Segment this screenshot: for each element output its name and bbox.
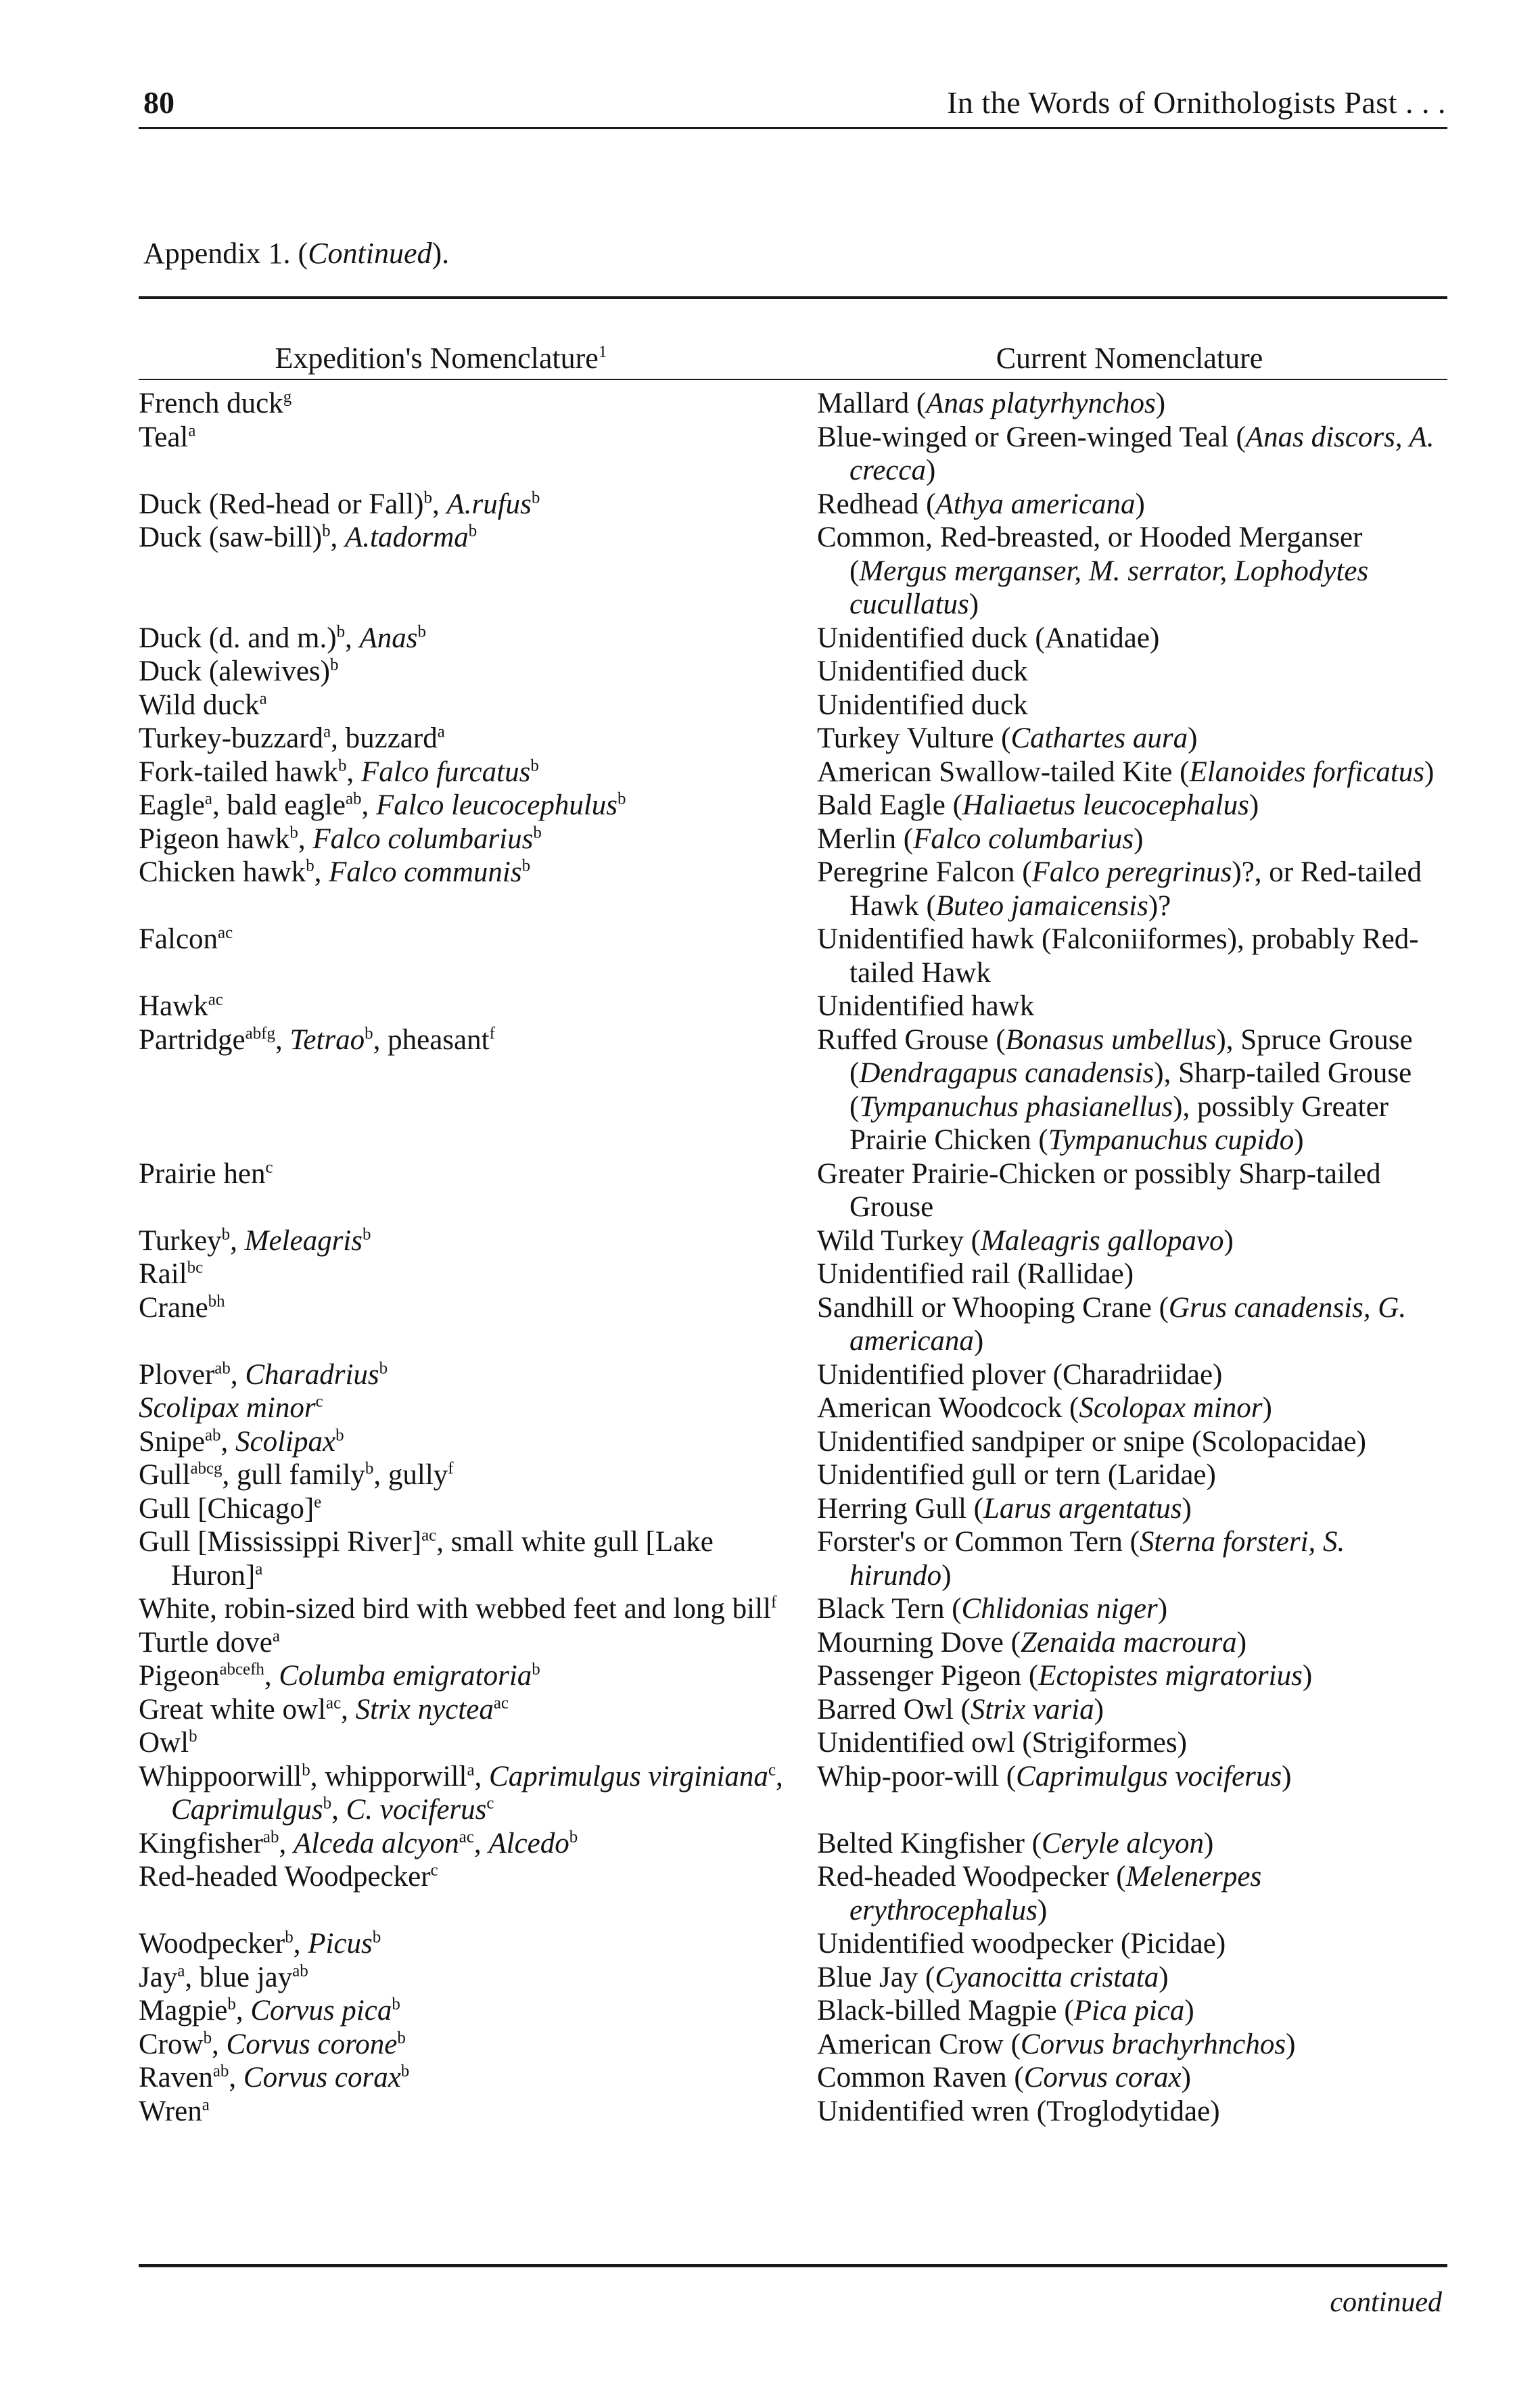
current-name-cell: Unidentified rail (Rallidae) <box>817 1258 1134 1290</box>
table-row <box>139 789 1447 823</box>
expedition-name-cell: Hawk$^{ac}$ <box>139 990 223 1022</box>
current-name-cell: Unidentified gull or tern (Laridae) <box>817 1459 1216 1491</box>
table-row <box>139 923 1447 990</box>
current-name-cell: Redhead (Athya americana) <box>817 488 1145 520</box>
expedition-name-cell: Wild duck$^a$ <box>139 689 267 721</box>
expedition-name-cell: Partridge$^{abfg}$, Tetrao$^b$, pheasant$^f$ <box>139 1023 495 1056</box>
table-row <box>139 1291 1447 1358</box>
current-name-cell: Peregrine Falcon (Falco peregrinus)?, or Red-tailed Hawk (Buteo jamaicensis)? <box>817 856 1422 922</box>
expedition-name-cell: Kingfisher$^{ab}$, Alceda alcyon$^{ac}$, Alcedo$^b$ <box>139 1827 578 1859</box>
table-row <box>139 1023 1447 1157</box>
table-row <box>139 1458 1447 1492</box>
expedition-name-cell: White, robin-sized bird with webbed feet and long bill$^f$ <box>139 1593 777 1625</box>
table-row <box>139 1257 1447 1291</box>
running-title: In the Words of Ornithologists Past . . . <box>947 85 1446 120</box>
table-row <box>139 1961 1447 1995</box>
expedition-name-cell: Duck (d. and m.)$^b$, Anas$^b$ <box>139 622 426 654</box>
current-name-cell: Unidentified woodpecker (Picidae) <box>817 1928 1226 1960</box>
expedition-name-cell: Jay$^a$, blue jay$^{ab}$ <box>139 1961 308 1993</box>
table-row <box>139 1157 1447 1224</box>
expedition-name-cell: Fork-tailed hawk$^b$, Falco furcatus$^b$ <box>139 756 539 788</box>
expedition-name-cell: Red-headed Woodpecker$^c$ <box>139 1861 438 1893</box>
expedition-name-cell: Rail$^{bc}$ <box>139 1258 204 1290</box>
nomenclature-table-body <box>139 387 1447 2128</box>
expedition-name-cell: Prairie hen$^c$ <box>139 1157 273 1190</box>
current-name-cell: Herring Gull (Larus argentatus) <box>817 1492 1192 1525</box>
current-name-cell: Passenger Pigeon (Ectopistes migratorius) <box>817 1660 1313 1692</box>
expedition-name-cell: Gull [Mississippi River]$^{ac}$, small white gull [Lake Huron]$^a$ <box>139 1526 714 1592</box>
current-name-cell: Unidentified plover (Charadriidae) <box>817 1358 1223 1391</box>
table-row <box>139 756 1447 789</box>
table-row <box>139 1827 1447 1861</box>
table-row <box>139 1492 1447 1526</box>
current-name-cell: American Crow (Corvus brachyrhnchos) <box>817 2028 1296 2060</box>
expedition-name-cell: Great white owl$^{ac}$, Strix nyctea$^{ac}$ <box>139 1693 509 1726</box>
table-row <box>139 856 1447 923</box>
table-row <box>139 1726 1447 1760</box>
table-row <box>139 1860 1447 1927</box>
page-number: 80 <box>143 85 174 120</box>
current-name-cell: Unidentified sandpiper or snipe (Scolopacidae) <box>817 1425 1366 1458</box>
current-name-cell: Greater Prairie-Chicken or possibly Sharp-tailed Grouse <box>817 1157 1381 1223</box>
expedition-name-cell: Owl$^b$ <box>139 1727 197 1759</box>
current-name-cell: Turkey Vulture (Cathartes aura) <box>817 722 1198 754</box>
table-top-rule <box>139 296 1447 299</box>
table-row <box>139 823 1447 856</box>
table-row <box>139 387 1447 421</box>
header-rule <box>139 127 1447 129</box>
current-name-cell: Belted Kingfisher (Ceryle alcyon) <box>817 1827 1214 1859</box>
current-name-cell: Sandhill or Whooping Crane (Grus canadensis, G. americana) <box>817 1291 1407 1357</box>
table-row <box>139 1391 1447 1425</box>
expedition-name-cell: Snipe$^{ab}$, Scolipax$^b$ <box>139 1425 344 1458</box>
current-name-cell: Unidentified duck (Anatidae) <box>817 622 1160 654</box>
table-row <box>139 655 1447 689</box>
expedition-name-cell: Pigeon hawk$^b$, Falco columbarius$^b$ <box>139 823 542 855</box>
table-row <box>139 1224 1447 1258</box>
expedition-name-cell: Duck (Red-head or Fall)$^b$, A.rufus$^b$ <box>139 488 540 520</box>
expedition-name-cell: Magpie$^b$, Corvus pica$^b$ <box>139 1995 400 2027</box>
current-name-cell: Unidentified wren (Troglodytidae) <box>817 2095 1220 2127</box>
table-row <box>139 1659 1447 1693</box>
current-name-cell: Merlin (Falco columbarius) <box>817 823 1144 855</box>
table-row <box>139 1626 1447 1660</box>
expedition-name-cell: Turkey$^b$, Meleagris$^b$ <box>139 1224 371 1257</box>
table-row <box>139 2028 1447 2062</box>
expedition-name-cell: Teal$^a$ <box>139 421 196 453</box>
expedition-name-cell: Wren$^a$ <box>139 2095 210 2127</box>
current-name-cell: Mallard (Anas platyrhynchos) <box>817 388 1166 419</box>
table-row <box>139 2061 1447 2095</box>
current-name-cell: American Swallow-tailed Kite (Elanoides forficatus) <box>817 756 1435 788</box>
expedition-name-cell: Plover$^{ab}$, Charadrius$^b$ <box>139 1358 388 1391</box>
table-row <box>139 1425 1447 1459</box>
expedition-name-cell: Chicken hawk$^b$, Falco communis$^b$ <box>139 856 531 888</box>
current-name-cell: Unidentified hawk (Falconiiformes), probably Red-tailed Hawk <box>817 923 1419 989</box>
expedition-name-cell: Whippoorwill$^b$, whipporwill$^a$, Caprimulgus virginiana$^c$, Caprimulgus$^b$, C. vociferus$^c$ <box>139 1760 783 1826</box>
expedition-name-cell: Crane$^{bh}$ <box>139 1291 225 1324</box>
current-name-cell: Unidentified duck <box>817 655 1028 687</box>
expedition-name-cell: Falcon$^{ac}$ <box>139 923 233 955</box>
current-name-cell: Black Tern (Chlidonias niger) <box>817 1593 1168 1625</box>
current-name-cell: Bald Eagle (Haliaetus leucocephalus) <box>817 789 1259 821</box>
expedition-name-cell: Eagle$^a$, bald eagle$^{ab}$, Falco leucocephulus$^b$ <box>139 789 626 821</box>
table-row <box>139 1592 1447 1626</box>
current-name-cell: Common, Red-breasted, or Hooded Merganser (Mergus merganser, M. serrator, Lophodytes cucullatus) <box>817 522 1369 620</box>
table-row <box>139 622 1447 655</box>
table-row <box>139 521 1447 622</box>
expedition-name-cell: Gull$^{abcg}$, gull family$^b$, gully$^f$ <box>139 1459 454 1491</box>
table-row <box>139 1525 1447 1592</box>
current-name-cell: Blue Jay (Cyanocitta cristata) <box>817 1961 1169 1993</box>
table-row <box>139 722 1447 756</box>
expedition-name-cell: French duck$^g$ <box>139 388 292 419</box>
current-name-cell: Barred Owl (Strix varia) <box>817 1693 1104 1726</box>
expedition-name-cell: Turtle dove$^a$ <box>139 1626 280 1659</box>
current-name-cell: Whip-poor-will (Caprimulgus vociferus) <box>817 1760 1292 1792</box>
current-name-cell: Forster's or Common Tern (Sterna forsteri, S. hirundo) <box>817 1526 1345 1592</box>
current-name-cell: Unidentified hawk <box>817 990 1035 1022</box>
column-header-current: Current Nomenclature <box>996 342 1263 375</box>
expedition-name-cell: Turkey-buzzard$^a$, buzzard$^a$ <box>139 722 445 754</box>
current-name-cell: Mourning Dove (Zenaida macroura) <box>817 1626 1247 1659</box>
header-divider-rule <box>139 379 1447 380</box>
current-name-cell: Unidentified duck <box>817 689 1028 721</box>
table-row <box>139 689 1447 722</box>
expedition-name-cell: Duck (alewives)$^b$ <box>139 655 339 687</box>
expedition-name-cell: Scolipax minor$^c$ <box>139 1392 323 1424</box>
table-row <box>139 1927 1447 1961</box>
table-row <box>139 990 1447 1023</box>
current-name-cell: Wild Turkey (Maleagris gallopavo) <box>817 1224 1234 1257</box>
table-row <box>139 421 1447 488</box>
current-name-cell: Red-headed Woodpecker (Melenerpes erythrocephalus) <box>817 1861 1262 1926</box>
current-name-cell: Black-billed Magpie (Pica pica) <box>817 1995 1194 2027</box>
current-name-cell: Blue-winged or Green-winged Teal (Anas discors, A. crecca) <box>817 421 1435 486</box>
expedition-name-cell: Crow$^b$, Corvus corone$^b$ <box>139 2028 406 2060</box>
table-row <box>139 1994 1447 2028</box>
expedition-name-cell: Gull [Chicago]$^e$ <box>139 1492 322 1525</box>
table-row <box>139 1358 1447 1392</box>
expedition-name-cell: Raven$^{ab}$, Corvus corax$^b$ <box>139 2062 410 2093</box>
current-name-cell: Ruffed Grouse (Bonasus umbellus), Spruce Grouse (Dendragapus canadensis), Sharp-tailed Grouse (Tympanuchus phasianellus), possibly Greater Prairie Chicken (Tympanuchus cupido) <box>817 1023 1413 1156</box>
current-name-cell: American Woodcock (Scolopax minor) <box>817 1392 1272 1424</box>
table-bottom-rule <box>139 2264 1447 2267</box>
current-name-cell: Unidentified owl (Strigiformes) <box>817 1727 1187 1759</box>
table-row <box>139 2095 1447 2129</box>
expedition-name-cell: Duck (saw-bill)$^b$, A.tadorma$^b$ <box>139 522 477 553</box>
expedition-name-cell: Woodpecker$^b$, Picus$^b$ <box>139 1928 381 1960</box>
current-name-cell: Common Raven (Corvus corax) <box>817 2062 1191 2093</box>
expedition-name-cell: Pigeon$^{abcefh}$, Columba emigratoria$^b$ <box>139 1660 540 1692</box>
table-caption: Appendix 1. (Continued). <box>143 237 450 270</box>
table-row <box>139 488 1447 522</box>
column-header-expedition: Expedition's Nomenclature$^1$ <box>275 342 607 375</box>
continued-note: continued <box>1330 2287 1442 2318</box>
table-row <box>139 1693 1447 1727</box>
table-row <box>139 1760 1447 1827</box>
